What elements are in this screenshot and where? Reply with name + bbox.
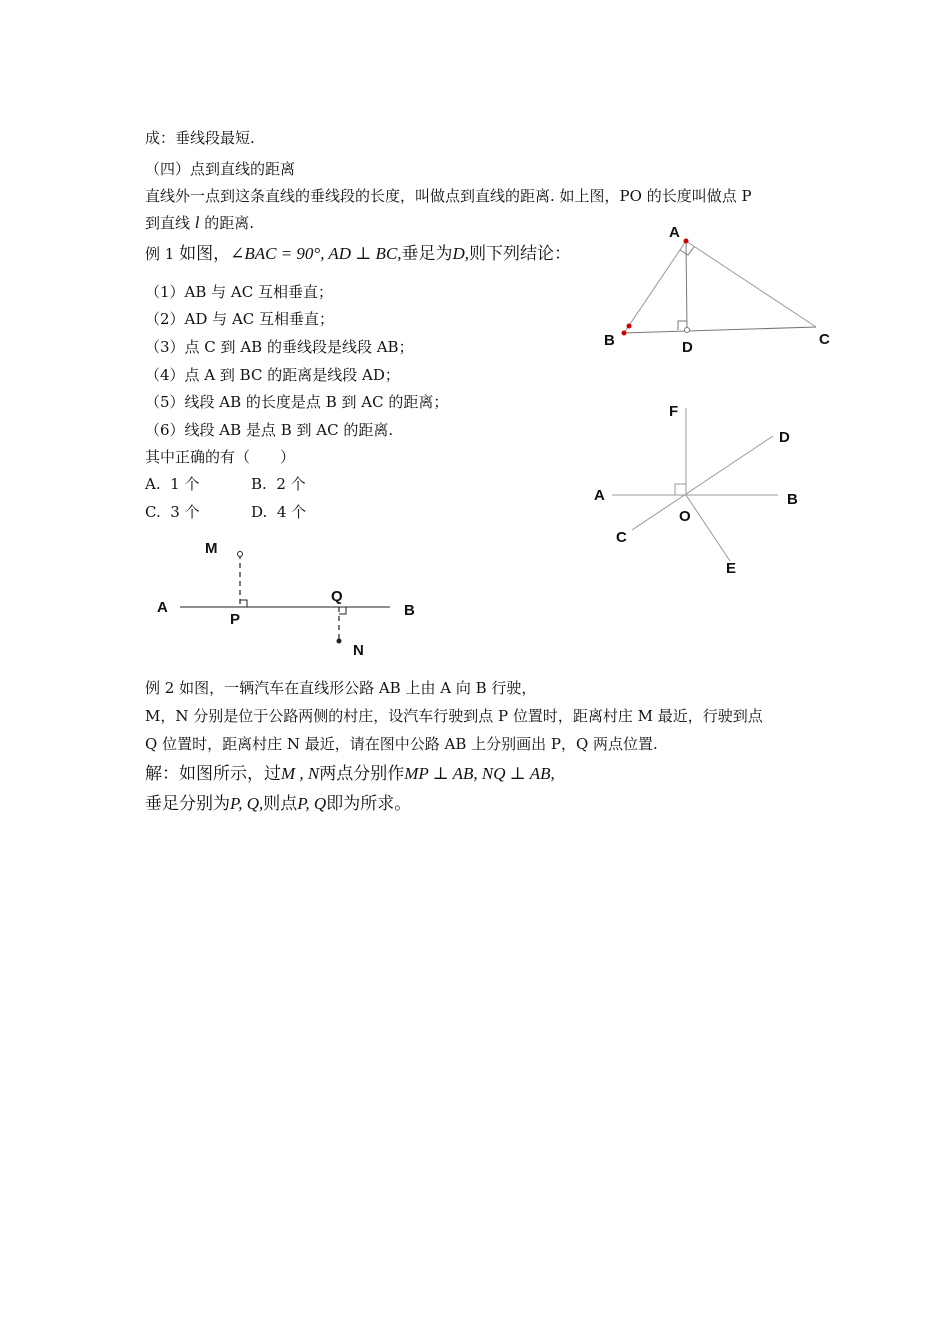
section-heading: （四）点到直线的距离 [145,160,296,178]
label-b: B [604,332,615,349]
label-n: N [353,642,364,659]
option-c: C. 3 个 [145,503,200,521]
label-d2: D [779,429,790,446]
label-a3: A [157,599,168,616]
right-angle-mark-q [339,607,346,614]
definition-line-1: 直线外一点到这条直线的垂线段的长度，叫做点到直线的距离. 如上图，PO 的长度叫做点 P [145,187,752,205]
village-n [337,639,342,644]
label-b2: B [787,491,798,508]
label-f: F [669,403,679,420]
definition-line-2: 到直线 l 的距离. [145,213,255,232]
example2-line-2: M，N 分别是位于公路两侧的村庄，设汽车行驶到点 P 位置时，距离村庄 M 最近，行驶到点 [145,707,763,725]
label-m: M [205,540,218,557]
label-o: O [679,508,691,525]
statement-1: （1）AB 与 AC 互相垂直； [145,283,334,301]
statement-4: （4）点 A 到 BC 的距离是线段 AD； [145,366,400,384]
intro-line: 成：垂线段最短. [145,129,255,147]
label-c2: C [616,529,627,546]
option-d: D. 4 个 [251,503,307,521]
example2-line-3: Q 位置时，距离村庄 N 最近，请在图中公路 AB 上分别画出 P，Q 两点位置. [145,735,658,753]
statement-5: （5）线段 AB 的长度是点 B 到 AC 的距离； [145,393,449,411]
label-q: Q [331,588,343,605]
label-p: P [230,611,241,628]
option-b: B. 2 个 [251,475,306,493]
label-a2: A [594,487,605,504]
example1-stem: 例 1 如图，∠BAC = 90°, AD ⊥ BC,垂足为D,则下列结论： [145,244,572,264]
solution-line-2: 垂足分别为P, Q,则点P, Q即为所求。 [145,794,412,814]
solution-line-1: 解：如图所示，过M , N两点分别作MP ⊥ AB, NQ ⊥ AB, [145,764,555,784]
statement-2: （2）AD 与 AC 互相垂直； [145,310,335,328]
label-d: D [682,339,693,356]
village-m [238,552,243,557]
label-e: E [726,560,737,577]
statement-6: （6）线段 AB 是点 B 到 AC 的距离. [145,421,394,439]
label-b3: B [404,602,415,619]
var-l: l [194,213,200,232]
label-a: A [669,224,680,241]
label-c: C [819,331,830,348]
example2-line-1: 例 2 如图，一辆汽车在直线形公路 AB 上由 A 向 B 行驶， [145,679,537,697]
statement-3: （3）点 C 到 AB 的垂线段是线段 AB； [145,338,414,356]
option-a: A. 1 个 [145,475,200,493]
right-angle-mark-p [240,600,247,607]
question: 其中正确的有（ ） [145,448,296,466]
